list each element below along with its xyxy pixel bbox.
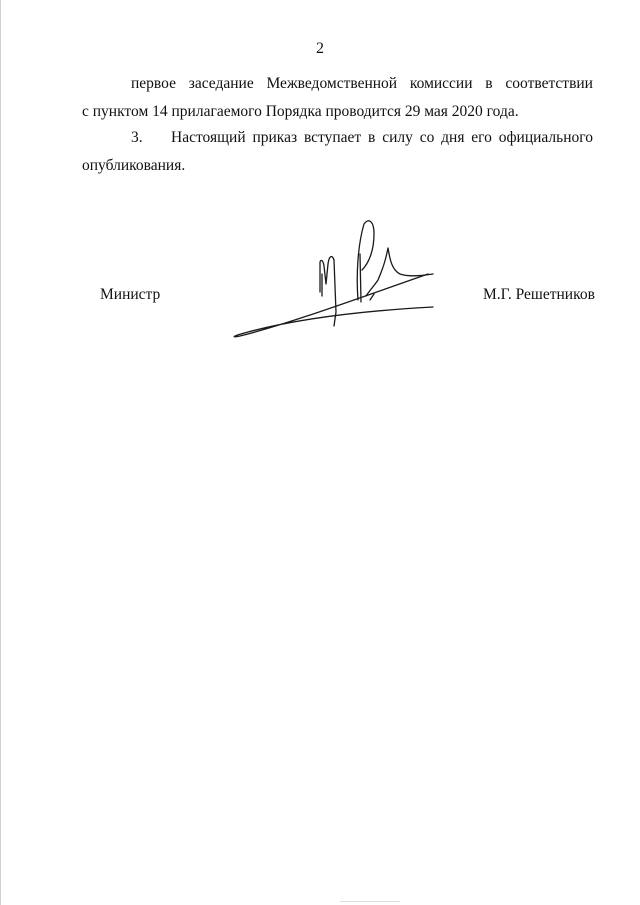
paragraph-2-line-2: опубликования.	[82, 157, 186, 174]
word: заседание	[188, 75, 254, 92]
word: в	[368, 129, 376, 146]
page-edge	[0, 0, 1, 905]
paragraph-1-line-2: с пунктом 14 прилагаемого Порядка проводится 29 мая 2020 года.	[82, 103, 519, 120]
word: соответствии	[505, 75, 593, 92]
word: вступает	[303, 129, 362, 146]
word: его	[471, 129, 492, 146]
page-number: 2	[316, 40, 324, 57]
word: со	[419, 129, 435, 146]
signer-name: М.Г. Решетников	[483, 286, 595, 303]
paragraph-2-text	[171, 129, 593, 147]
word: Настоящий	[171, 129, 246, 146]
paragraph-1-line-1	[131, 75, 593, 93]
word: силу	[382, 129, 413, 146]
scan-artifact	[340, 901, 400, 902]
paragraph-number: 3.	[131, 129, 143, 146]
word: дня	[441, 129, 465, 146]
word: комиссии	[409, 75, 473, 92]
paragraph-2-line-1	[131, 129, 593, 147]
handwritten-signature	[228, 214, 443, 344]
word: официального	[498, 129, 593, 146]
word: Межведомственной	[266, 75, 398, 92]
word: приказ	[252, 129, 298, 146]
word: в	[485, 75, 493, 92]
position-title: Министр	[100, 286, 161, 303]
word: первое	[131, 75, 176, 92]
